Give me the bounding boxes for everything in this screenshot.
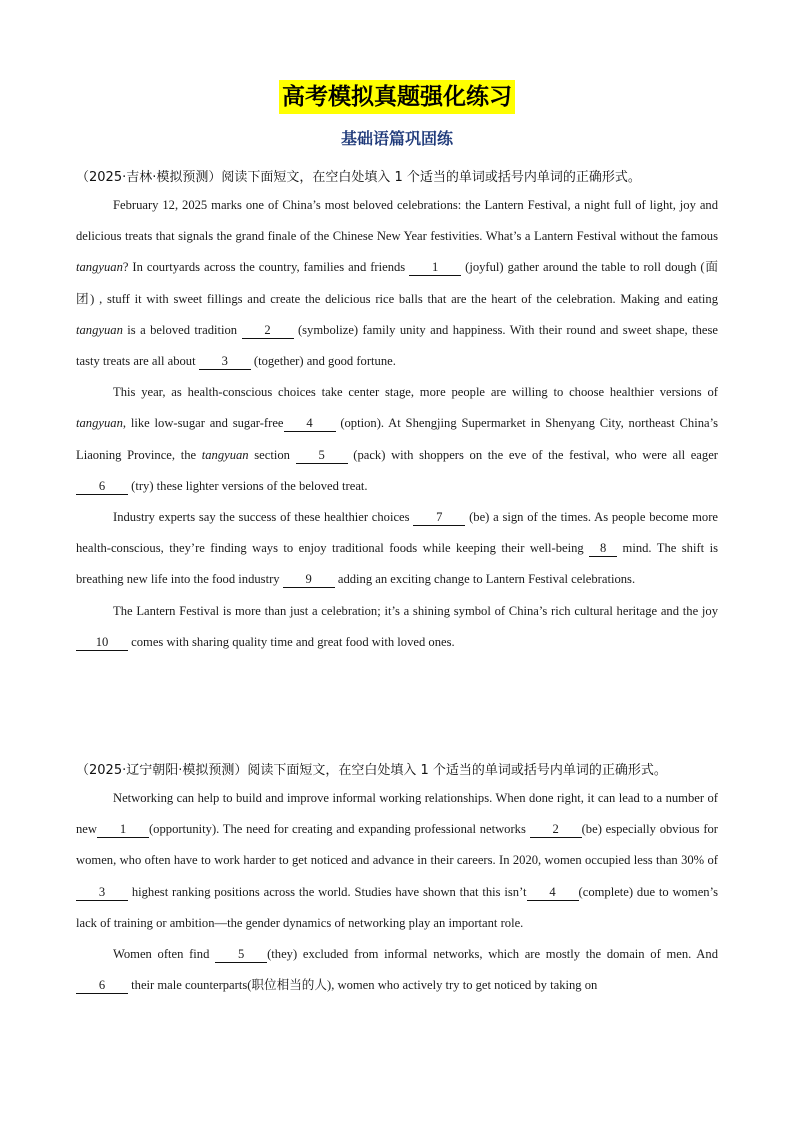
italic-term: tangyuan <box>76 322 123 337</box>
text: (be) a sign of the times. As people become more health-conscious, they’re finding ways to enjoy traditional foods while keeping their well-being <box>76 510 718 556</box>
text: (complete) due to women’s lack of training or ambition—the gender dynamics of networking play an important role. <box>76 884 718 930</box>
blank-6[interactable]: 6 <box>76 479 128 495</box>
text: Networking can help to build and improve informal working relationships. When done right, it can lead to a number of new <box>76 791 718 837</box>
blank-1[interactable]: 1 <box>409 260 461 276</box>
text: (opportunity). The need for creating and expanding professional networks <box>148 822 530 837</box>
paragraph <box>76 783 718 939</box>
text: is a beloved tradition <box>122 322 242 337</box>
text: The Lantern Festival is more than just a celebration; it’s a shining symbol of China’s rich cultural heritage and the joy <box>113 603 718 618</box>
paragraph <box>76 377 718 502</box>
italic-term: tangyuan <box>201 447 249 462</box>
blank-10[interactable]: 10 <box>76 635 128 651</box>
blank-1[interactable]: 1 <box>97 822 149 838</box>
text: comes with sharing quality time and great food with loved ones. <box>128 634 455 649</box>
paragraph <box>76 939 718 1001</box>
text: their male counterparts(职位相当的人), women who actively try to get noticed by taking on <box>128 978 598 993</box>
text: (try) these lighter versions of the beloved treat. <box>128 478 368 493</box>
text: Industry experts say the success of these healthier choices <box>113 510 414 525</box>
section-1-instruction: （2025·吉林·模拟预测）阅读下面短文，在空白处填入 1 个适当的单词或括号内单词的正确形式。 <box>76 170 641 185</box>
section-2-passage <box>76 783 718 1001</box>
text: highest ranking positions across the world. Studies have shown that this isn’t <box>128 884 527 899</box>
blank-4[interactable]: 4 <box>527 885 579 901</box>
text: section <box>248 447 296 462</box>
blank-3[interactable]: 3 <box>199 354 251 370</box>
title-wrap <box>0 80 794 114</box>
blank-4[interactable]: 4 <box>284 416 336 432</box>
text: (together) and good fortune. <box>250 354 396 369</box>
blank-2[interactable]: 2 <box>242 323 294 339</box>
italic-term: tangyuan <box>76 416 123 431</box>
paragraph <box>76 190 718 377</box>
blank-7[interactable]: 7 <box>413 510 465 526</box>
blank-9[interactable]: 9 <box>283 572 335 588</box>
text: mind. The shift is breathing new life into the food industry <box>76 541 718 587</box>
section-1-passage <box>76 190 718 658</box>
page-subtitle: 基础语篇巩固练 <box>340 129 453 148</box>
paragraph <box>76 596 718 658</box>
blank-2[interactable]: 2 <box>530 822 582 838</box>
text: (joyful) gather around the table to roll dough (面团) , stuff it with sweet fillings and create the delicious rice balls that are the heart of the celebration. Making and eating <box>76 260 718 306</box>
text: This year, as health-conscious choices take center stage, more people are willing to choose healthier versions of <box>113 385 718 400</box>
blank-6[interactable]: 6 <box>76 978 128 994</box>
text: (they) excluded from informal networks, which are mostly the domain of men. And <box>267 947 718 962</box>
blank-5[interactable]: 5 <box>296 448 348 464</box>
text: , like low-sugar and sugar-free <box>122 416 284 431</box>
text: (symbolize) family unity and happiness. With their round and sweet shape, these tasty treats are all about <box>76 322 718 369</box>
blank-8[interactable]: 8 <box>589 541 617 557</box>
blank-5[interactable]: 5 <box>215 947 267 963</box>
section-2-instruction: （2025·辽宁朝阳·模拟预测）阅读下面短文，在空白处填入 1 个适当的单词或括号内单词的正确形式。 <box>76 763 667 778</box>
text: (pack) with shoppers on the eve of the festival, who were all eager <box>347 447 718 462</box>
blank-3[interactable]: 3 <box>76 885 128 901</box>
paragraph <box>76 502 718 596</box>
text: (be) especially obvious for women, who often have to work harder to get noticed and advance in their careers. In 2020, women occupied less than 30% of <box>76 822 718 868</box>
italic-term: tangyuan <box>76 260 123 275</box>
page-title: 高考模拟真题强化练习 <box>279 80 515 114</box>
text: February 12, 2025 marks one of China’s most beloved celebrations: the Lantern Festival, a night full of light, joy and delicious treats that signals the grand finale of the Chinese New Year festivities. What’s a Lantern Festival without the famous <box>76 198 718 244</box>
text: Women often find <box>113 947 216 962</box>
text: adding an exciting change to Lantern Festival celebrations. <box>334 572 636 587</box>
text: (option). At Shengjing Supermarket in Shenyang City, northeast China’s Liaoning Province, the <box>76 416 718 462</box>
text: ? In courtyards across the country, families and friends <box>122 260 410 275</box>
